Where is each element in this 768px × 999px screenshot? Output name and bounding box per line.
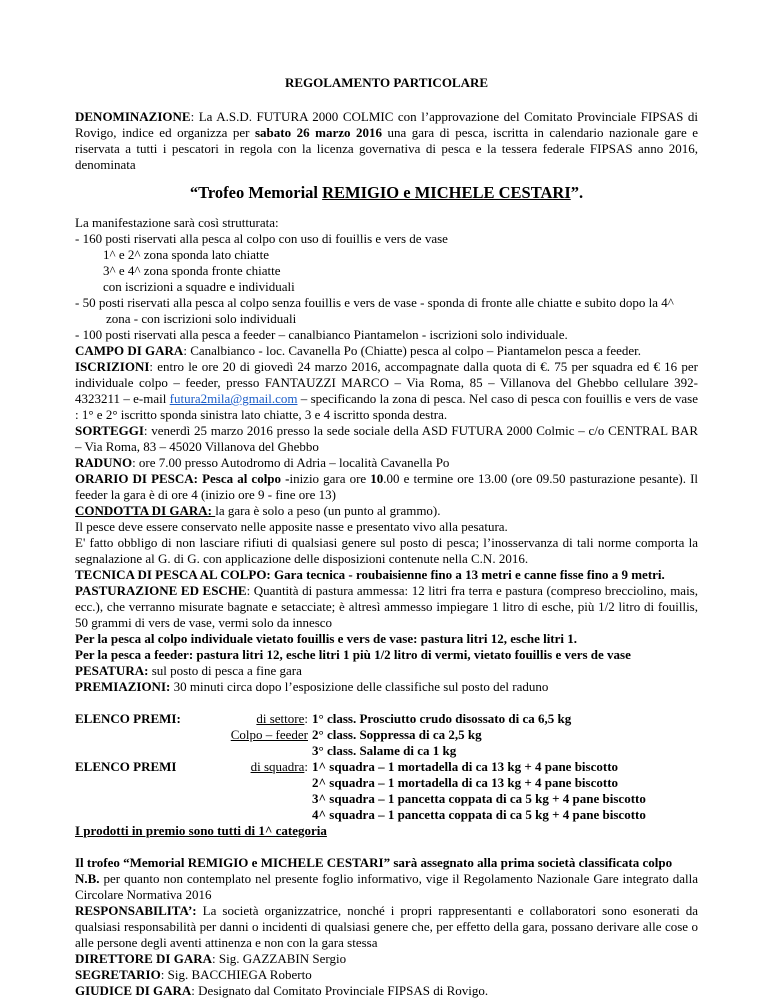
structure-intro: La manifestazione sarà così strutturata: xyxy=(75,215,279,230)
prize-row: 2^ squadra – 1 mortadella di ca 13 kg + 4 pane biscotto xyxy=(312,775,619,790)
responsabilita-paragraph: RESPONSABILITA’: La società organizzatrice, nonché i propri rappresentanti e collaboratori sono esonerati da qualsiasi responsabilità per danni o incidenti di qualsiasi genere che, per effetto della gara, possano derivare alle cose o alle persone degli aventi attinenza e non con la gara stessa xyxy=(75,903,698,950)
nb-paragraph: N.B. per quanto non contemplato nel presente foglio informativo, vige il Regolamento Nazionale Gare integrato dalla Circolare Normativa 2016 xyxy=(75,871,698,902)
structure-line-1a: 1^ e 2^ zona sponda lato chiatte xyxy=(103,247,269,262)
denominazione-paragraph: DENOMINAZIONE: La A.S.D. FUTURA 2000 COLMIC con l’approvazione del Comitato Provinciale FIPSAS di Rovigo, indice ed organizza per sabato 26 marzo 2016 una gara di pesca, iscritta in calendario nazionale gare e riservata a tutti i pescatori in regola con la licenza governativa di pesca e la tessera federale FIPSAS anno 2016, denominata xyxy=(75,109,698,172)
raduno-paragraph: RADUNO: ore 7.00 presso Autodromo di Adria – località Cavanella Po xyxy=(75,455,450,470)
prize-row: ELENCO PREMI di squadra: 1^ squadra – 1 mortadella di ca 13 kg + 4 pane biscotto xyxy=(75,759,619,774)
obbligo-paragraph: E' fatto obbligo di non lasciare rifiuti di qualsiasi genere sul posto di pesca; l’inosservanza di tali norme comporta la segnalazione al G. di G. con applicazione delle disposizioni contenute nella C.N. 2016. xyxy=(75,535,698,566)
iscrizioni-paragraph: ISCRIZIONI: entro le ore 20 di giovedì 24 marzo 2016, accompagnate dalla quota di €. 75 per squadra ed € 16 per individuale colpo – feeder, presso FANTAUZZI MARCO – Via Roma, 85 – Villanova del Ghebbo cellulare 392-4323211 – e-mail futura2mila@gmail.com – specificando la zona di pesca. Nel caso di pesca con fouillis e vers de vase : 1° e 2° iscritto sponda sinistra lato chiatte, 3 e 4 iscritto sponda destra. xyxy=(75,359,698,422)
feeder-rule: Per la pesca a feeder: pastura litri 12, esche litri 1 più 1/2 litro di vermi, vietato fouillis e vers de vase xyxy=(75,647,631,662)
trofeo-name: REMIGIO e MICHELE CESTARI xyxy=(322,183,571,202)
structure-line-1c: con iscrizioni a squadre e individuali xyxy=(103,279,295,294)
campo-paragraph: CAMPO DI GARA: Canalbianco - loc. Cavanella Po (Chiatte) pesca al colpo – Piantamelon pesca a feeder. xyxy=(75,343,642,358)
prize-row: 3^ squadra – 1 pancetta coppata di ca 5 kg + 4 pane biscotto xyxy=(312,791,646,806)
condotta-paragraph: CONDOTTA DI GARA: la gara è solo a peso (un punto al grammo). xyxy=(75,503,441,518)
pesatura-paragraph: PESATURA: sul posto di pesca a fine gara xyxy=(75,663,302,678)
prize-row: ELENCO PREMI: di settore: 1° class. Prosciutto crudo disossato di ca 6,5 kg xyxy=(75,711,572,726)
pasturazione-paragraph: PASTURAZIONE ED ESCHE: Quantità di pastura ammessa: 12 litri fra terra e pastura (compreso brecciolino, mais, ecc.), che verranno misurate bagnate e setacciate; è altresì ammesso impiegare 1 litro di esche, più 1/2 litro di fouillis, 50 grammi di vers de vase, vermi solo da innesco xyxy=(75,583,699,630)
prize-note: I prodotti in premio sono tutti di 1^ categoria xyxy=(75,823,327,838)
structure-line-2: - 50 posti riservati alla pesca al colpo senza fouillis e vers de vase - sponda di fronte alle chiatte e subito dopo la 4^ zona - con iscrizioni solo individuali xyxy=(75,295,674,326)
document-page xyxy=(75,75,698,999)
tecnica-paragraph: TECNICA DI PESCA AL COLPO: Gara tecnica - roubaisienne fino a 13 metri e canne fisse fino a 9 metri. xyxy=(75,567,665,582)
trofeo-assegnato: Il trofeo “Memorial REMIGIO e MICHELE CESTARI” sarà assegnato alla prima società classificata colpo xyxy=(75,855,673,870)
prize-list xyxy=(75,711,698,839)
denominazione-label: DENOMINAZIONE xyxy=(75,109,191,124)
giudice-paragraph: GIUDICE DI GARA: Designato dal Comitato Provinciale FIPSAS di Rovigo. xyxy=(75,983,489,998)
premiazioni-paragraph: PREMIAZIONI: 30 minuti circa dopo l’esposizione delle classifiche sul posto del raduno xyxy=(75,679,549,694)
pesce-paragraph: Il pesce deve essere conservato nelle apposite nasse e presentato vivo alla pesatura. xyxy=(75,519,508,534)
email-link[interactable]: futura2mila@gmail.com xyxy=(169,391,298,406)
prize-row: 4^ squadra – 1 pancetta coppata di ca 5 kg + 4 pane biscotto xyxy=(312,807,646,822)
structure-line-1: - 160 posti riservati alla pesca al colpo con uso di fouillis e vers de vase xyxy=(75,231,448,246)
structure-line-1b: 3^ e 4^ zona sponda fronte chiatte xyxy=(103,263,281,278)
direttore-paragraph: DIRETTORE DI GARA: Sig. GAZZABIN Sergio xyxy=(75,951,347,966)
segretario-paragraph: SEGRETARIO: Sig. BACCHIEGA Roberto xyxy=(75,967,312,982)
colpo-rule: Per la pesca al colpo individuale vietato fouillis e vers de vase: pastura litri 12, esche litri 1. xyxy=(75,631,578,646)
document-heading: REGOLAMENTO PARTICOLARE xyxy=(284,75,489,90)
orario-paragraph: ORARIO DI PESCA: Pesca al colpo -inizio gara ore 10.00 e termine ore 13.00 (ore 09.50 pasturazione pesante). Il feeder la gara è di ore 4 (inizio ore 9 - fine ore 13) xyxy=(75,471,699,502)
trofeo-title: “Trofeo Memorial REMIGIO e MICHELE CESTARI”. xyxy=(189,183,584,202)
event-date: sabato 26 marzo 2016 xyxy=(254,125,382,140)
prize-row: 3° class. Salame di ca 1 kg xyxy=(312,743,457,758)
prize-row: Colpo – feeder 2° class. Soppressa di ca 2,5 kg xyxy=(230,727,482,742)
structure-line-3: - 100 posti riservati alla pesca a feeder – canalbianco Piantamelon - iscrizioni solo individuale. xyxy=(75,327,568,342)
sorteggi-paragraph: SORTEGGI: venerdì 25 marzo 2016 presso la sede sociale della ASD FUTURA 2000 Colmic – c/o CENTRAL BAR – Via Roma, 83 – 45020 Villanova del Ghebbo xyxy=(75,423,698,454)
